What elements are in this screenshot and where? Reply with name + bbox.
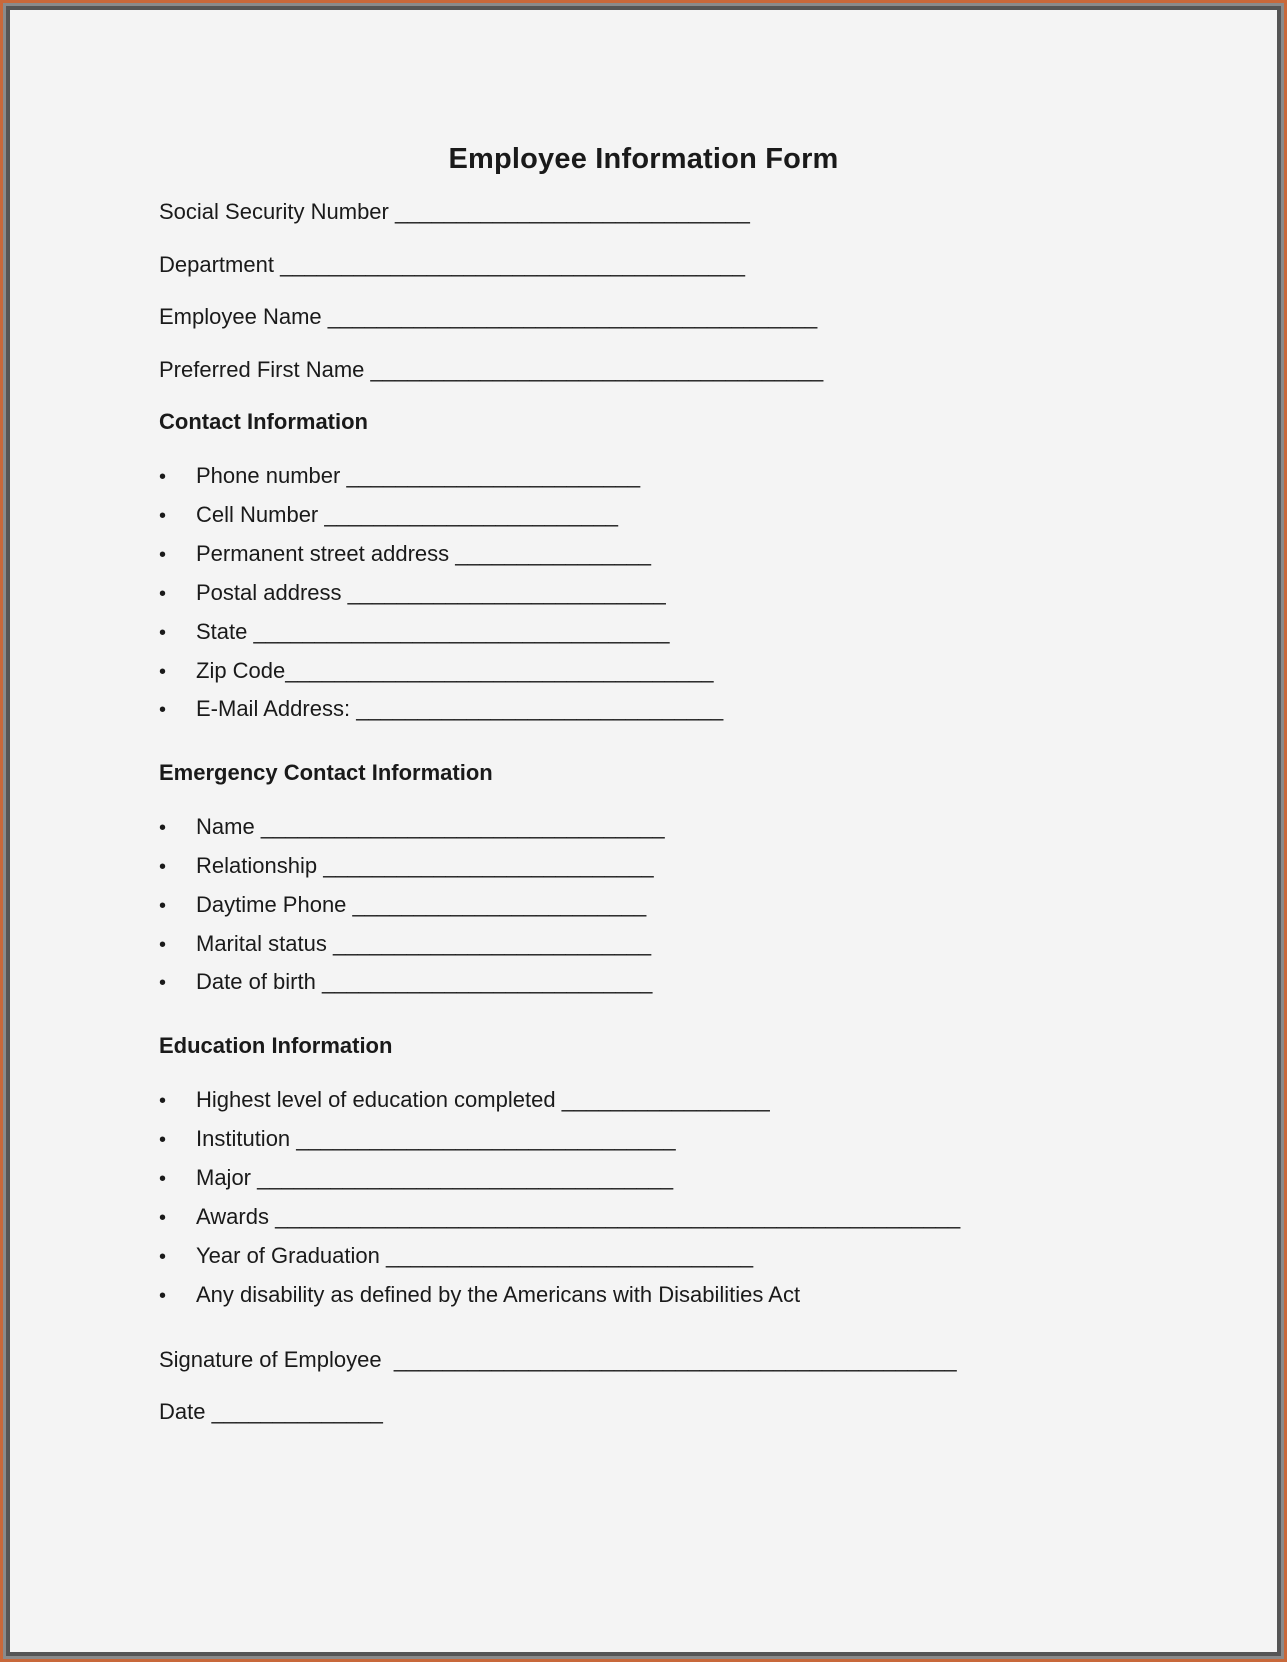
blank-line[interactable]: ______________________________ bbox=[356, 696, 724, 721]
marital-status-field[interactable] bbox=[159, 931, 651, 957]
blank-line[interactable]: __________________________________ bbox=[257, 1165, 674, 1190]
form-page bbox=[10, 10, 1277, 1652]
blank-line[interactable]: __________________________________ bbox=[253, 619, 670, 644]
field-label: Daytime Phone bbox=[196, 892, 347, 917]
blank-line[interactable]: _________________________________ bbox=[260, 814, 665, 839]
emergency-name-field[interactable] bbox=[159, 814, 665, 840]
field-label: E-Mail Address: bbox=[196, 696, 351, 721]
bullet-icon: • bbox=[159, 1129, 167, 1151]
blank-line[interactable]: ________________________________________ bbox=[327, 304, 818, 329]
field-label: Date bbox=[159, 1399, 206, 1424]
bullet-icon: • bbox=[159, 1207, 167, 1229]
blank-line[interactable]: _____________________________________ bbox=[370, 357, 824, 382]
field-label: Department bbox=[159, 252, 274, 277]
graduation-year-field[interactable] bbox=[159, 1243, 753, 1269]
daytime-phone-field[interactable] bbox=[159, 892, 646, 918]
field-label: Phone number bbox=[196, 463, 341, 488]
bullet-icon: • bbox=[159, 544, 167, 566]
cell-number-field[interactable] bbox=[159, 502, 618, 528]
disability-field[interactable] bbox=[159, 1282, 800, 1308]
bullet-icon: • bbox=[159, 661, 167, 683]
bullet-icon: • bbox=[159, 1090, 167, 1112]
blank-line[interactable]: ______________________________________ bbox=[280, 252, 746, 277]
bullet-icon: • bbox=[159, 934, 167, 956]
blank-line[interactable]: __________________________ bbox=[332, 931, 652, 956]
field-label: Postal address bbox=[196, 580, 342, 605]
blank-line[interactable]: ___________________________ bbox=[323, 853, 654, 878]
preferred-first-name-field[interactable] bbox=[159, 357, 823, 383]
ssn-field[interactable] bbox=[159, 199, 750, 225]
blank-line[interactable]: ________________________ bbox=[346, 463, 641, 488]
field-label: Name bbox=[196, 814, 255, 839]
relationship-field[interactable] bbox=[159, 853, 654, 879]
blank-line[interactable]: ______________________________________________ bbox=[393, 1347, 957, 1372]
street-address-field[interactable] bbox=[159, 541, 651, 567]
bullet-icon: • bbox=[159, 817, 167, 839]
field-label: Employee Name bbox=[159, 304, 322, 329]
signature-field[interactable] bbox=[159, 1347, 957, 1373]
field-label: Zip Code bbox=[196, 658, 286, 683]
field-label: Marital status bbox=[196, 931, 327, 956]
blank-line[interactable]: ________________________ bbox=[324, 502, 619, 527]
postal-address-field[interactable] bbox=[159, 580, 666, 606]
field-label: Year of Graduation bbox=[196, 1243, 380, 1268]
blank-line[interactable]: __________________________ bbox=[347, 580, 666, 605]
field-label: Highest level of education completed bbox=[196, 1087, 556, 1112]
bullet-icon: • bbox=[159, 1285, 167, 1307]
bullet-icon: • bbox=[159, 972, 167, 994]
bullet-icon: • bbox=[159, 466, 167, 488]
field-label: Major bbox=[196, 1165, 252, 1190]
document-page bbox=[6, 6, 1281, 1656]
state-field[interactable] bbox=[159, 619, 670, 645]
bullet-icon: • bbox=[159, 622, 167, 644]
page-title: Employee Information Form bbox=[448, 143, 839, 175]
field-label: Date of birth bbox=[196, 969, 316, 994]
contact-heading: Contact Information bbox=[159, 409, 368, 434]
field-label: Preferred First Name bbox=[159, 357, 365, 382]
bullet-icon: • bbox=[159, 856, 167, 878]
bullet-icon: • bbox=[159, 699, 167, 721]
field-label: Awards bbox=[196, 1204, 269, 1229]
blank-line[interactable]: ___________________________________ bbox=[285, 658, 714, 683]
employee-name-field[interactable] bbox=[159, 304, 817, 330]
education-heading: Education Information bbox=[159, 1033, 393, 1058]
blank-line[interactable]: _____________________________ bbox=[395, 199, 750, 224]
field-label: State bbox=[196, 619, 248, 644]
blank-line[interactable]: ______________ bbox=[211, 1399, 383, 1424]
field-label: Signature of Employee bbox=[159, 1347, 382, 1372]
institution-field[interactable] bbox=[159, 1126, 676, 1152]
date-of-birth-field[interactable] bbox=[159, 969, 652, 995]
emergency-heading: Emergency Contact Information bbox=[159, 760, 493, 785]
blank-line[interactable]: _______________________________ bbox=[296, 1126, 676, 1151]
field-label: Relationship bbox=[196, 853, 318, 878]
field-label: Permanent street address bbox=[196, 541, 450, 566]
awards-field[interactable] bbox=[159, 1204, 960, 1230]
field-label: Cell Number bbox=[196, 502, 319, 527]
date-field[interactable] bbox=[159, 1399, 383, 1425]
zip-code-field[interactable] bbox=[159, 658, 714, 684]
bullet-icon: • bbox=[159, 583, 167, 605]
major-field[interactable] bbox=[159, 1165, 673, 1191]
bullet-icon: • bbox=[159, 505, 167, 527]
blank-line[interactable]: ______________________________ bbox=[386, 1243, 754, 1268]
field-label: Social Security Number bbox=[159, 199, 389, 224]
bullet-icon: • bbox=[159, 1168, 167, 1190]
bullet-icon: • bbox=[159, 1246, 167, 1268]
field-label: Institution bbox=[196, 1126, 291, 1151]
blank-line[interactable]: ________________ bbox=[455, 541, 652, 566]
bullet-icon: • bbox=[159, 895, 167, 917]
phone-number-field[interactable] bbox=[159, 463, 640, 489]
department-field[interactable] bbox=[159, 252, 745, 278]
education-level-field[interactable] bbox=[159, 1087, 770, 1113]
email-field[interactable] bbox=[159, 696, 723, 722]
blank-line[interactable]: ___________________________ bbox=[321, 969, 653, 994]
field-label: Any disability as defined by the Americans with Disabilities Act bbox=[196, 1282, 801, 1307]
blank-line[interactable]: ________________________________________________________ bbox=[275, 1204, 961, 1229]
blank-line[interactable]: _________________ bbox=[561, 1087, 770, 1112]
blank-line[interactable]: ________________________ bbox=[352, 892, 647, 917]
